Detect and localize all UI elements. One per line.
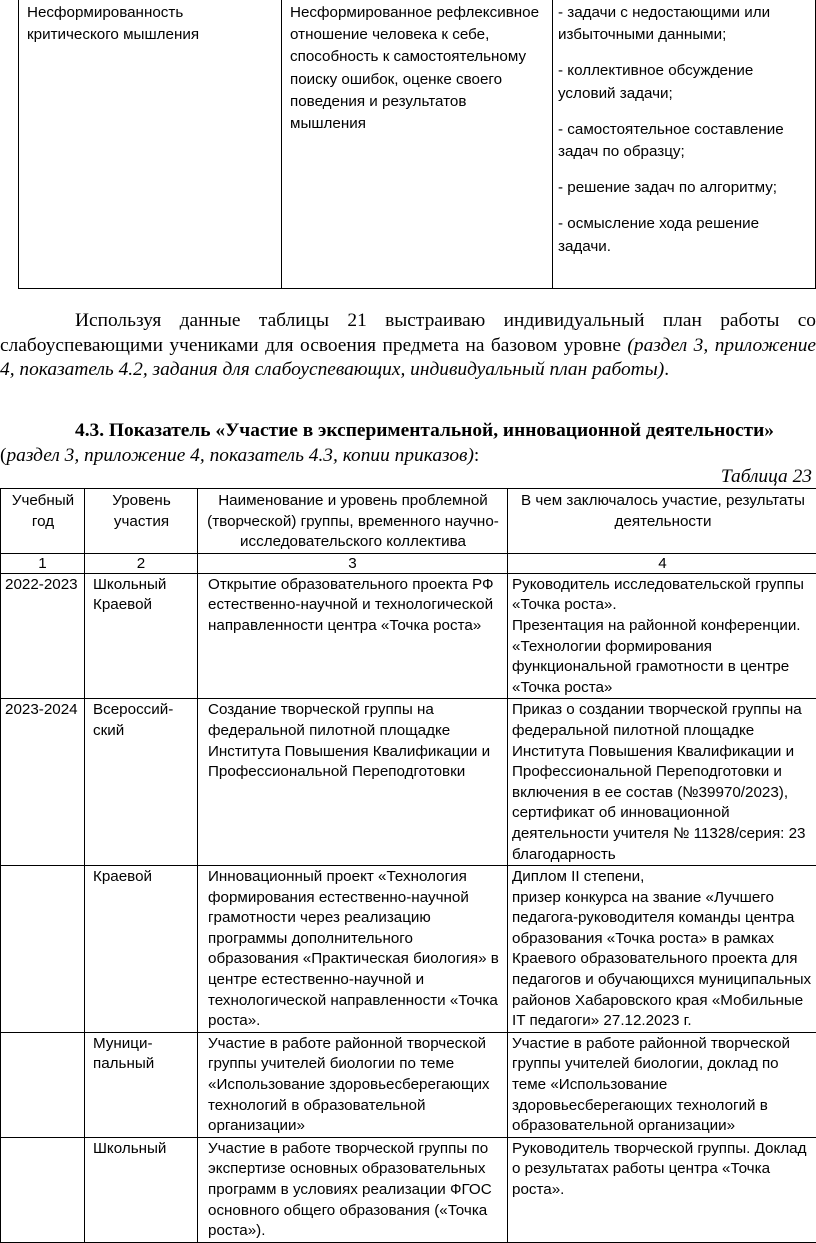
result-cell: Руководитель творческой группы. Доклад о результатах работы центра «Точка роста». [508,1137,816,1242]
list-item: - коллективное обсуждение условий задачи; [558,60,808,104]
result-cell: Участие в работе районной творческой группы учителей биологии, доклад по теме «Использование здоровьесберегающих технологий в образовательной организации» [508,1032,816,1137]
difficulty-cell: Несформированность критического мышления [19,0,282,289]
table-header-row [1,489,816,554]
column-number: 1 [1,553,85,573]
result-cell: Руководитель исследовательской группы «Точка роста». Презентация на районной конференции. «Технологии формирования функциональной грамотности в центре «Точка роста» [508,573,816,699]
table-row [1,699,816,866]
section-heading-block [0,419,816,468]
column-number: 3 [198,553,508,573]
header-result: В чем заключалось участие, результаты деятельности [508,489,816,554]
list-item: - осмысление хода решение задачи. [558,213,808,257]
methods-cell [553,0,816,289]
table-row [1,573,816,699]
column-number-row [1,553,816,573]
year-cell [1,866,85,1033]
group-name-cell: Участие в работе творческой группы по экспертизе основных образовательных программ в условиях реализации ФГОС основного общего образования («Точка роста»). [198,1137,508,1242]
year-cell [1,1032,85,1137]
level-cell: Всероссий-ский [85,699,198,866]
individual-plan-paragraph [0,309,816,383]
difficulties-table [18,0,816,289]
innovation-activity-table [0,488,816,1243]
section-reference-text: раздел 3, приложение 4, показатель 4.3, копии приказов) [6,445,473,466]
list-item: - решение задач по алгоритму; [558,177,808,199]
year-cell: 2023-2024 [1,699,85,866]
paragraph-text: Используя данные таблицы 21 выстраиваю индивидуальный план работы со слабоуспевающими учениками для освоения предмета на базовом уровне [0,310,816,356]
table-caption: Таблица 23 [721,466,812,488]
level-cell: Школьный Краевой [85,573,198,699]
table-row [1,1032,816,1137]
group-name-cell: Создание творческой группы на федеральной пилотной площадке Института Повышения Квалификации и Профессиональной Переподготовки [198,699,508,866]
level-cell: Муници-пальный [85,1032,198,1137]
header-year: Учебный год [1,489,85,554]
list-item: - самостоятельное составление задач по образцу; [558,119,808,163]
column-number: 4 [508,553,816,573]
section-heading: 4.3. Показатель «Участие в экспериментальной, инновационной деятельности» [75,419,816,444]
level-cell: Школьный [85,1137,198,1242]
group-name-cell: Открытие образовательного проекта РФ естественно-научной и технологической направленности центра «Точка роста» [198,573,508,699]
group-name-cell: Участие в работе районной творческой группы учителей биологии по теме «Использование здоровьесберегающих технологий в образовательной организации» [198,1032,508,1137]
section-reference: (раздел 3, приложение 4, показатель 4.3, копии приказов): [0,444,816,469]
result-cell: Диплом II степени, призер конкурса на звание «Лучшего педагога-руководителя команды центра образования «Точка роста» в рамках Краевого образовательного проекта для педагогов и обучающихся муниципальных районов Хабаровского края «Мобильные IT педагоги» 27.12.2023 г. [508,866,816,1033]
description-cell: Несформированное рефлексивное отношение человека к себе, способность к самостоятельному поиску ошибок, оценке своего поведения и результатов мышления [282,0,553,289]
paragraph-end: . [664,359,669,380]
result-cell: Приказ о создании творческой группы на федеральной пилотной площадке Института Повышения Квалификации и Профессиональной Переподготовки и включения в ее состав (№39970/2023), сертификат об инновационной деятельности учителя № 11328/серия: 23 благодарность [508,699,816,866]
column-number: 2 [85,553,198,573]
paragraph-reference: (раздел 3, приложение 4, показатель 4.2, задания для слабоуспевающих, индивидуальный план работы) [0,335,816,381]
table-row [1,866,816,1033]
group-name-cell: Инновационный проект «Технология формирования естественно-научной грамотности через реализацию программы дополнительного образования «Практическая биология» в центре естественно-научной и технологической направленности «Точка роста». [198,866,508,1033]
year-cell: 2022-2023 [1,573,85,699]
header-level: Уровень участия [85,489,198,554]
table-row [19,0,816,289]
header-group-name: Наименование и уровень проблемной (творческой) группы, временного научно-исследовательского коллектива [198,489,508,554]
level-cell: Краевой [85,866,198,1033]
list-item: - задачи с недостающими или избыточными данными; [558,2,808,46]
